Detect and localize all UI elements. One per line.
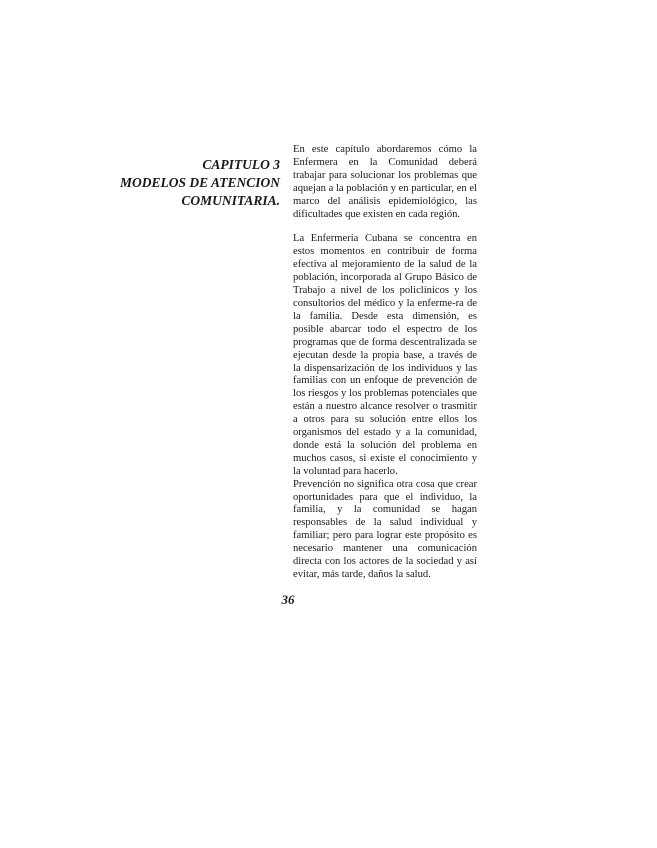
chapter-heading — [100, 156, 280, 210]
chapter-title-line-1: MODELOS DE ATENCION — [119, 175, 280, 190]
body-text-column — [293, 144, 477, 582]
paragraph-cuban-nursing: La Enfermería Cubana se concentra en estos momentos en contribuir de forma efectiva al mejoramiento de la salud de la población, incorporada al Grupo Básico de Trabajo a nivel de los policlínicos y los consultorios del médico y la enferme-ra de la familia. Desde esta dimensión, es posible abarcar todo el espectro de los programas que de forma descentralizada se ejecutan desde la propia base, a través de la dispensarización de los individuos y las familias con un enfoque de prevención de los riesgos y los problemas potenciales que están a nuestro alcance resolver o trasmitir a otros para su solución entre ellos los organismos del estado y a la comunidad, donde está la solución del problema en muchos casos, si existe el conocimiento y la voluntad para hacerlo. — [293, 233, 477, 477]
paragraph-intro: En este capítulo abordaremos cómo la Enfermera en la Comunidad deberá trabajar para solucionar los problemas que aquejan a la población y en particular, en el marco del análisis epidemiológico, las dificultades que existen en cada región. — [293, 144, 477, 220]
page-number: 36 — [281, 592, 295, 607]
chapter-title-line-2: COMUNITARIA. — [181, 193, 280, 208]
chapter-number: CAPITULO 3 — [202, 157, 280, 172]
paragraph-prevention: Prevención no significa otra cosa que crear oportunidades para que el individuo, la familia, y la comunidad se hagan responsables de la salud individual y familiar; pero para lograr este propósito es necesario mantener una comunicación directa con los actores de la sociedad y así evitar, más tarde, daños la salud. — [293, 478, 477, 580]
